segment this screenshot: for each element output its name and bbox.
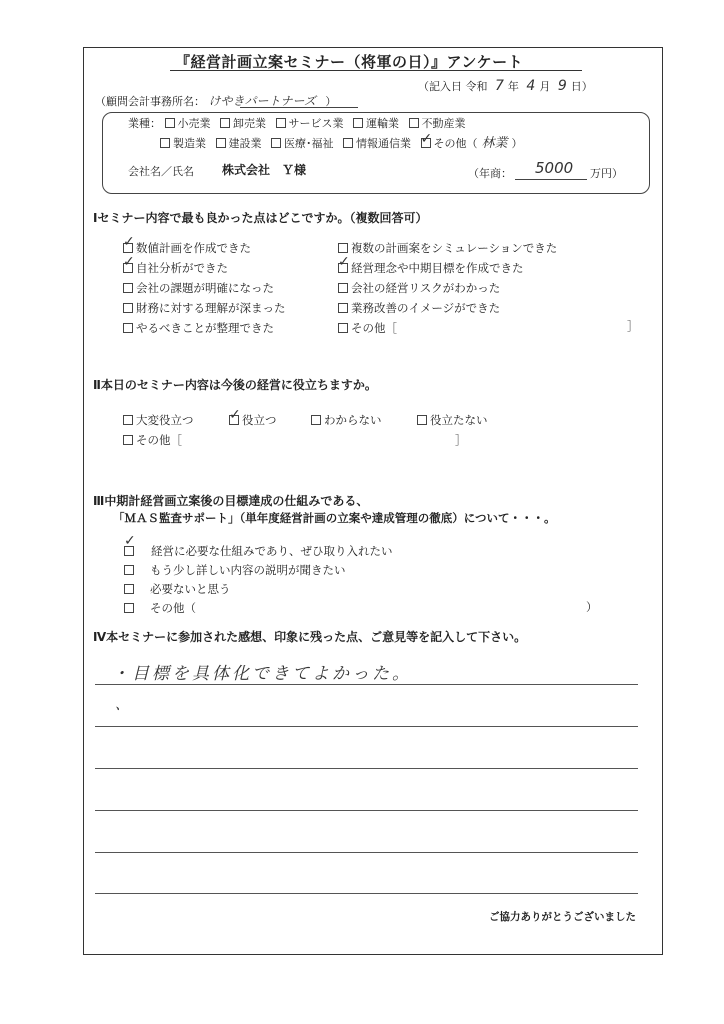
answer-rule xyxy=(95,893,638,894)
checkbox[interactable] xyxy=(123,323,133,333)
q1-left-options xyxy=(123,234,286,338)
q2-other-label: その他［ xyxy=(136,433,182,447)
industry-option: 小売業 xyxy=(177,117,211,130)
q1-option: 複数の計画案をシミュレーションできた xyxy=(351,241,558,255)
q1-option: 数値計画を作成できた xyxy=(136,241,251,255)
q3-other-close: ） xyxy=(586,600,598,614)
q2-other-close: ］ xyxy=(455,433,467,447)
checkbox[interactable] xyxy=(124,584,134,594)
q3-option: その他（ xyxy=(150,601,196,615)
company-value[interactable]: 株式会社 Ｙ様 xyxy=(222,163,307,177)
date-open: （記入日 xyxy=(418,80,462,93)
sales-underline xyxy=(515,179,587,180)
checkbox[interactable] xyxy=(338,303,348,313)
q4-answer-line-2[interactable]: 、 xyxy=(115,697,129,713)
industry-option: 医療･福祉 xyxy=(284,137,334,150)
check-mark-icon: ✓ xyxy=(338,254,350,270)
q2-options xyxy=(123,407,488,428)
industry-other-close: ） xyxy=(511,137,523,150)
checkbox[interactable] xyxy=(220,118,230,128)
checkbox[interactable] xyxy=(165,118,175,128)
check-mark-icon: ✓ xyxy=(123,234,135,250)
question-3-title: Ⅲ中期計経営画立案後の目標達成の仕組みである、 xyxy=(93,494,369,508)
question-1-title: Ⅰセミナー内容で最も良かった点はどこですか。（複数回答可） xyxy=(93,211,428,225)
check-mark-icon: ✓ xyxy=(229,407,241,423)
date-month-unit: 月 xyxy=(539,80,551,93)
checkbox[interactable] xyxy=(409,118,419,128)
check-mark-icon: ✓ xyxy=(420,131,433,147)
check-mark-icon: ✓ xyxy=(124,533,136,549)
industry-other-label: その他（ xyxy=(433,137,478,150)
q2-option: わからない xyxy=(324,413,382,427)
q1-option: やるべきことが整理できた xyxy=(136,321,274,335)
checkbox[interactable] xyxy=(123,415,133,425)
date-year-unit: 年 xyxy=(507,80,519,93)
checkbox[interactable] xyxy=(216,138,226,148)
firm-underline xyxy=(240,107,358,108)
q1-right-options xyxy=(338,238,557,338)
check-mark-icon: ✓ xyxy=(123,254,135,270)
form-title: 『経営計画立案セミナー（将軍の日）』アンケート xyxy=(175,53,524,71)
checkbox[interactable] xyxy=(276,118,286,128)
q1-option: 経営理念や中期目標を作成できた xyxy=(351,261,524,275)
industry-option: 卸売業 xyxy=(233,117,266,130)
q1-option: 業務改善のイメージができた xyxy=(351,301,501,315)
firm-close: ） xyxy=(325,95,337,108)
industry-option: 建設業 xyxy=(228,137,262,150)
q3-options xyxy=(124,533,393,618)
checkbox[interactable] xyxy=(124,565,134,575)
q1-option-other: その他［ xyxy=(351,321,397,335)
industry-row-1 xyxy=(128,115,466,131)
q2-other xyxy=(123,432,182,448)
q4-answer-line-1[interactable]: ・目標を具体化できてよかった。 xyxy=(112,664,412,684)
answer-rule xyxy=(95,684,638,685)
checkbox[interactable] xyxy=(417,415,427,425)
q3-option: もう少し詳しい内容の説明が聞きたい xyxy=(150,563,346,577)
industry-label: 業種： xyxy=(128,117,161,130)
q3-option: 経営に必要な仕組みであり、ぜひ取り入れたい xyxy=(151,544,393,558)
checkbox[interactable] xyxy=(338,283,348,293)
answer-rule xyxy=(95,810,638,811)
industry-row-2 xyxy=(160,132,523,151)
checkbox[interactable] xyxy=(353,118,363,128)
sales-unit: 万円） xyxy=(590,167,623,180)
q2-option: 大変役立つ xyxy=(136,413,194,427)
title-underline xyxy=(170,70,582,71)
date-line xyxy=(418,78,593,94)
checkbox[interactable] xyxy=(343,138,353,148)
industry-option: 情報通信業 xyxy=(356,137,411,150)
answer-rule xyxy=(95,726,638,727)
date-year[interactable]: 7 xyxy=(495,78,504,94)
q3-option: 必要ないと思う xyxy=(150,582,231,596)
question-3-subtitle: 「ＭＡＳ監査サポート」（単年度経営計画の立案や達成管理の徹底）について・・・。 xyxy=(113,511,556,525)
industry-option: 不動産業 xyxy=(421,117,466,130)
date-day[interactable]: 9 xyxy=(557,78,567,94)
q2-option: 役立つ xyxy=(242,413,277,427)
checkbox[interactable] xyxy=(124,603,134,613)
firm-label: （顧問会計事務所名： xyxy=(95,95,205,108)
date-era: 令和 xyxy=(465,80,488,93)
checkbox[interactable] xyxy=(338,323,348,333)
q1-option: 財務に対する理解が深まった xyxy=(136,301,286,315)
date-month[interactable]: 4 xyxy=(526,78,536,94)
answer-rule xyxy=(95,852,638,853)
checkbox[interactable] xyxy=(123,283,133,293)
q1-other-close: ］ xyxy=(627,319,639,333)
q2-option: 役立たない xyxy=(430,413,488,427)
date-day-unit: 日） xyxy=(570,80,593,93)
checkbox[interactable] xyxy=(123,435,133,445)
sales-label: （年商： xyxy=(468,167,512,180)
industry-other-value[interactable]: 林業 xyxy=(481,136,508,151)
q1-option: 自社分析ができた xyxy=(136,261,228,275)
firm-value[interactable]: けやきパートナーズ xyxy=(208,94,316,108)
checkbox[interactable] xyxy=(271,138,281,148)
checkbox[interactable] xyxy=(160,138,170,148)
answer-rule xyxy=(95,768,638,769)
q1-option: 会社の課題が明確になった xyxy=(136,281,274,295)
thanks-note: ご協力ありがとうございました xyxy=(489,911,636,923)
industry-option: サービス業 xyxy=(288,117,344,130)
company-label: 会社名／氏名 xyxy=(128,165,194,178)
industry-option: 運輸業 xyxy=(366,117,399,130)
question-2-title: Ⅱ本日のセミナー内容は今後の経営に役立ちますか。 xyxy=(93,378,377,392)
checkbox[interactable] xyxy=(123,303,133,313)
question-4-title: Ⅳ本セミナーに参加された感想、印象に残った点、ご意見等を記入して下さい。 xyxy=(93,630,527,644)
sales-value[interactable]: 5000 xyxy=(535,159,574,177)
checkbox[interactable] xyxy=(311,415,321,425)
q1-option: 会社の経営リスクがわかった xyxy=(351,281,501,295)
industry-option: 製造業 xyxy=(173,137,206,150)
